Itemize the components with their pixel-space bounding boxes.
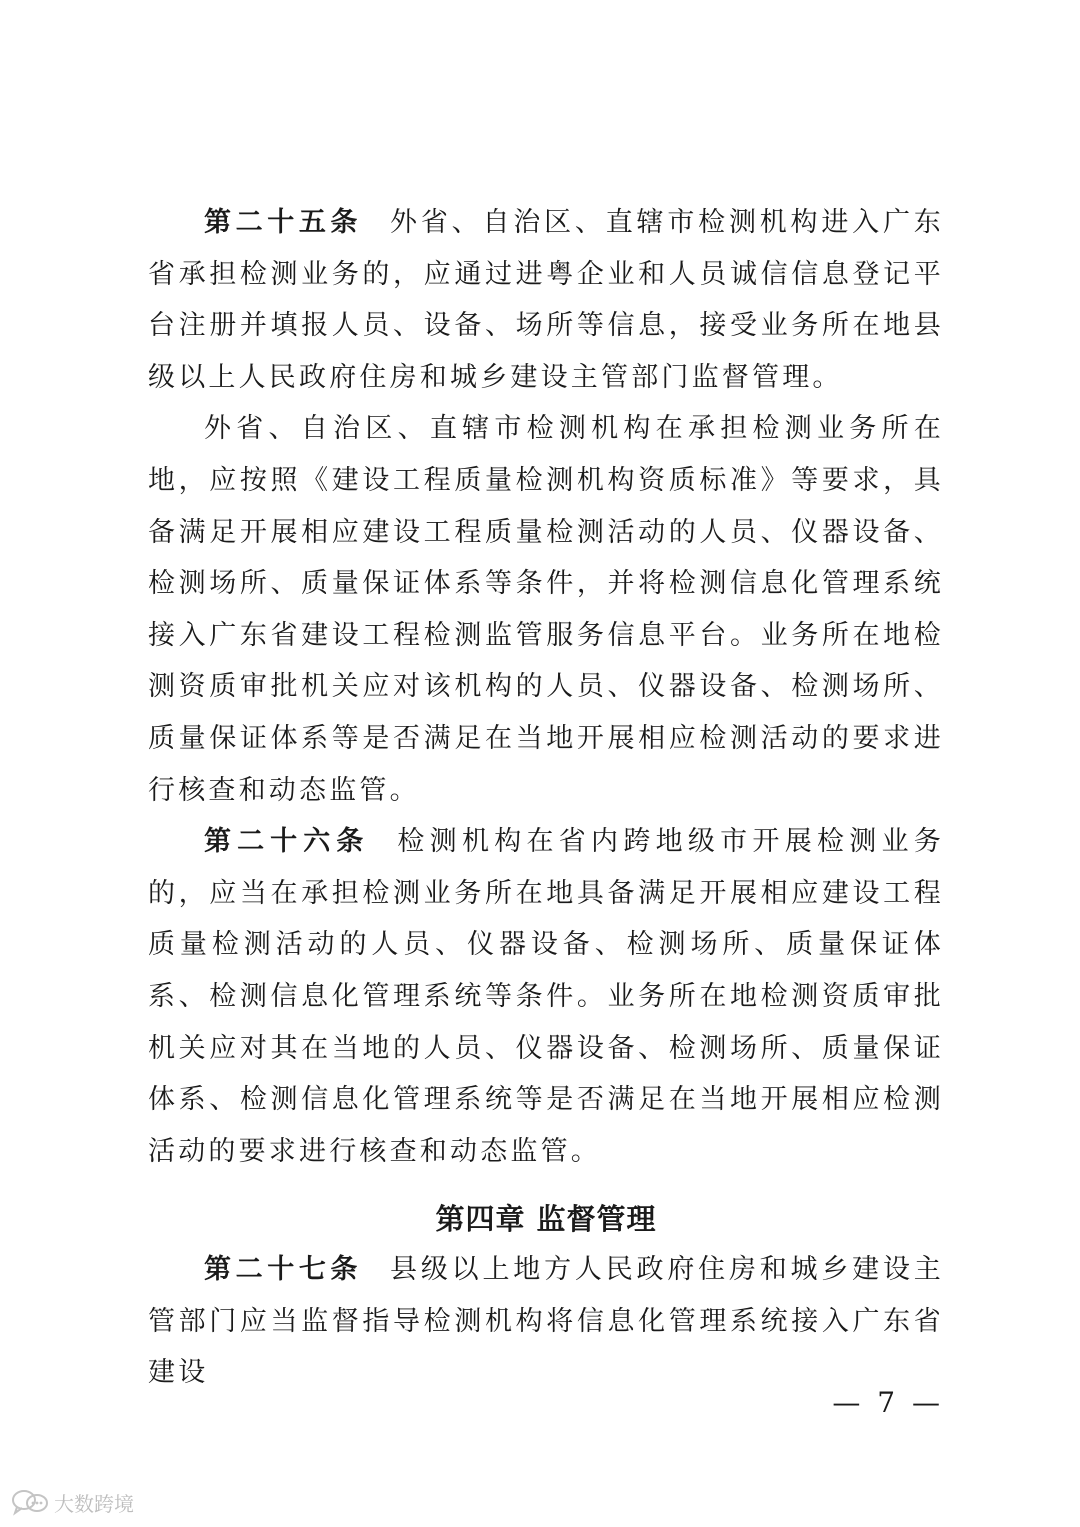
article-25-paragraph-1 (148, 197, 944, 403)
article-27-number: 第二十七条 (204, 1254, 363, 1285)
article-25-text-1: 外省、自治区、直辖市检测机构进入广东省承担检测业务的，应通过进粤企业和人员诚信信息登记平台注册并填报人员、设备、场所等信息，接受业务所在地县级以上人民政府住房和城乡建设主管部门监督管理。 (148, 207, 944, 393)
article-26-text: 检测机构在省内跨地级市开展检测业务的，应当在承担检测业务所在地具备满足开展相应建设工程质量检测活动的人员、仪器设备、检测场所、质量保证体系、检测信息化管理系统等条件。业务所在地检测资质审批机关应对其在当地的人员、仪器设备、检测场所、质量保证体系、检测信息化管理系统等是否满足在当地开展相应检测活动的要求进行核查和动态监管。 (148, 826, 945, 1167)
article-27-text: 县级以上地方人民政府住房和城乡建设主管部门应当监督指导检测机构将信息化管理系统接入广东省建设 (148, 1254, 944, 1389)
article-25-number: 第二十五条 (204, 207, 363, 238)
article-26-number: 第二十六条 (204, 826, 370, 858)
article-26-paragraph (148, 816, 944, 1177)
watermark (10, 1486, 134, 1518)
page-number: — 7 — (832, 1386, 944, 1419)
chapter-heading: 第四章 监督管理 (435, 1202, 657, 1236)
article-25-paragraph-2: 外省、自治区、直辖市检测机构在承担检测业务所在地，应按照《建设工程质量检测机构资质标准》等要求，具备满足开展相应建设工程质量检测活动的人员、仪器设备、检测场所、质量保证体系等条件，并将检测信息化管理系统接入广东省建设工程检测监管服务信息平台。业务所在地检测资质审批机关应对该机构的人员、仪器设备、检测场所、质量保证体系等是否满足在当地开展相应检测活动的要求进行核查和动态监管。 (148, 413, 944, 806)
articles-25-26 (148, 197, 944, 1177)
article-27-paragraph (148, 1244, 944, 1399)
chat-bubble-logo-icon (10, 1488, 50, 1516)
watermark-text: 大数跨境 (54, 1491, 134, 1516)
article-27 (148, 1244, 944, 1399)
